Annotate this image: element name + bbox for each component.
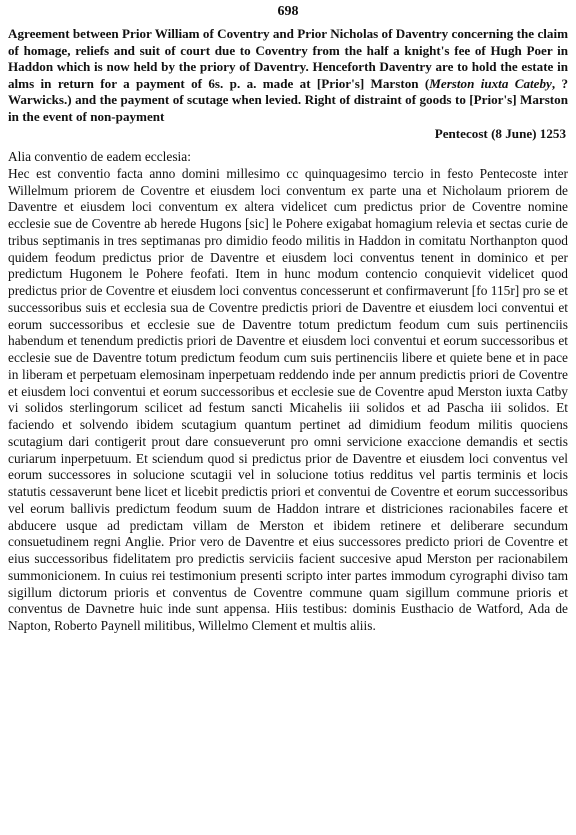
latin-heading: Alia conventio de eadem ecclesia:	[8, 149, 191, 165]
latin-body: Hec est conventio facta anno domini millesimo cc quinquagesimo tercio in festo Pentecoste inter Willelmum priorem de Coventre et eiusdem loci conventum ex parte una et Nicholaum priorem de Daventre et eiusdem loci conventum ex altera videlicet cum predictus prior de Coventre nomine ecclesie sue de Coventre ab herede Hugons [sic] le Pohere exigabat homagium relevia et sectas curie de tribus septimanis in tres septimanas pro dimidio feodo militis in Haddon in comitatu Northanpton quod quidem feodum predictus prior de Daventre et eiusdem loci conventus tenent in dominico et per predictum Hugonem le Pohere feofati. Item in hunc modum contencio conquievit videlicet quod predictus prior de Coventre et eiusdem loci conventus concesserunt et confirmaverunt [fo 115r] pro se et successoribus suis et ecclesia sua de Coventre predictis priori de Daventre et eiusdem loci conventui et eorum successoribus et ecclesie sue de Daventre totum predictum feodum cum suis pertinenciis habendum et tenendum predictis priori de Daventre et eiusdem loci conventui et eorum successoribus et ecclesie sue de Daventre totum predictum feodum cum suis pertinenciis libere et quiete bene et in pace in liberam et perpetuam elemosinam inperpetuam reddendo inde per annum predictis priori de Coventre et eiusdem loci conventui et eorum successoribus et ecclesie sue de Coventre apud Merston iuxta Catby vi solidos sterlingorum scilicet ad festum sancti Micahelis iii solidos et ad Pascha iii solidos. Et faciendo et solvendo ibidem scutagium quantum pertinet ad dimidium feodum militis quociens scutagium dari contigerit prout dare consueverunt pro omni servicione exaccione demandis et sectis curiarum inperpetuum. Et sciendum quod si predictus prior de Daventre et eiusdem loci conventus vel eorum successores in solucione scutagii vel in solucione totius redditus vel partis terminis et locis statutis cessaverunt bene licet et licebit predictis priori et conventui de Coventre et eorum successoribus vel eorum ballivis predictum feodum suum de Haddon intrare et districiones racionabiles facere et abducere usque ad predictam villam de Merston et ibidem retinere et deliberare secundum consuetudinem regni Anglie. Prior vero de Daventre et eius successores predicto priori de Coventre et eius successoribus fidelitatem pro predictis serviciis facient succesive apud Merston per racionabilem summonicionem. In cuius rei testimonium presenti scripto inter partes immodum cyrographi diviso tam sigillum dictorum prioris et conventus de Coventre commune quam sigillum commune prioris et conventus de Davnetre huic inde sunt appensa. Hiis testibus: dominis Eusthacio de Watford, Ada de Napton, Roberto Paynell militibus, Willelmo Clement et multis aliis.	[8, 165, 568, 634]
entry-date: Pentecost (8 June) 1253	[434, 125, 566, 141]
summary-text-part1: Agreement between Prior William of Coventry and Prior Nicholas of Daventry concerning the claim of homage, reliefs and suit of court due to Coventry from the half a knight's fee of Hugh Poer in Haddon which is now held by the priory of Daventry. Henceforth Daventry are to hold the estate in alms in return for a payment of 6s. p. a. made at [Prior's] Marston (	[8, 26, 568, 91]
page-number: 698	[277, 4, 299, 19]
summary-text-part2: , ? Warwicks.) and the payment of scutage when levied. Right of distraint of goods to [Prior's] Marston in the event of non-payment	[8, 75, 568, 124]
summary-place-name: Merston iuxta Cateby	[429, 75, 552, 91]
latin-text	[8, 149, 568, 635]
entry-summary	[8, 26, 568, 126]
